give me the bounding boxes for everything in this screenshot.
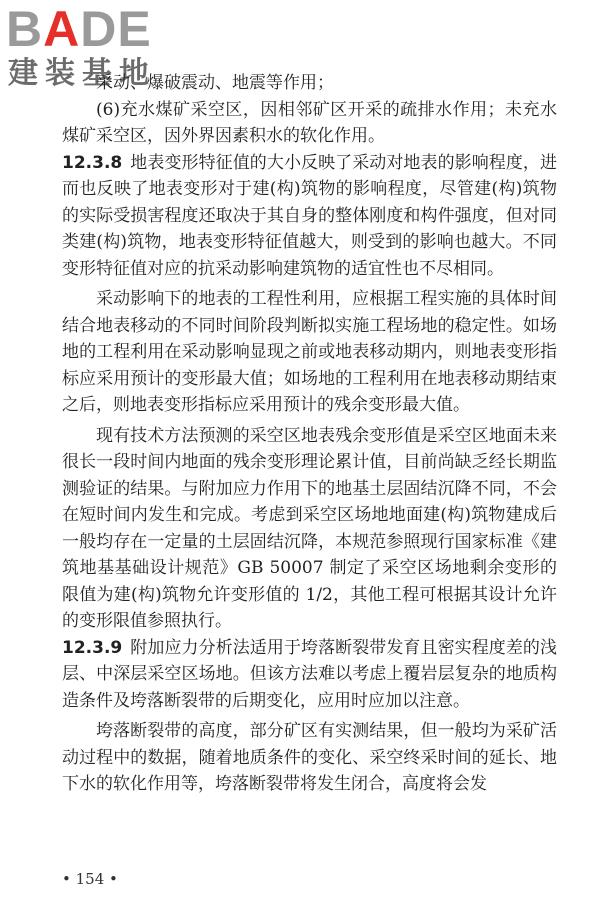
logo-letters-de: DE — [80, 1, 152, 57]
section-number: 12.3.8 — [62, 152, 123, 173]
logo-letter-b: B — [6, 1, 44, 57]
page-body — [62, 70, 557, 798]
page-number: • 154 • — [62, 870, 118, 888]
paragraph: 现有技术方法预测的采空区地表残余变形值是采空区地面未来很长一段时间内地面的残余变形理论累计值，目前尚缺乏经长期监测验证的结果。与附加应力作用下的地基土层固结沉降不同，不会在短时间内发生和完成。考虑到采空区场地地面建(构)筑物建成后一般均存在一定量的土层固结沉降，本规范参照现行国家标准《建筑地基基础设计规范》GB 50007 制定了采空区场地剩余变形的限值为建(构)筑物允许变形值的 1/2，其他工程可根据其设计允许的变形限值参照执行。 — [62, 425, 557, 631]
paragraph: 垮落断裂带的高度，部分矿区有实测结果，但一般均为采矿活动过程中的数据，随着地质条件的变化、采空终采时间的延长、地下水的软化作用等，垮落断裂带将发生闭合，高度将会发 — [62, 721, 557, 794]
section-text: 附加应力分析法适用于垮落断裂带发育且密实程度差的浅层、中深层采空区场地。但该方法难以考虑上覆岩层复杂的地质构造条件及垮落断裂带的后期变化，应用时应加以注意。 — [62, 637, 557, 711]
section-text: 地表变形特征值的大小反映了采动对地表的影响程度，进而也反映了地表变形对于建(构)筑物的影响程度，尽管建(构)筑物的实际受损害程度还取决于其自身的整体刚度和构件强度，但对同类建(构)筑物，地表变形特征值越大，则受到的影响也越大。不同变形特征值对应的抗采动影响建筑物的适宜性也不尽相同。 — [62, 152, 557, 279]
logo-subtitle: 建装基地 — [8, 56, 156, 91]
logo-wordmark — [6, 1, 152, 57]
logo-letter-a: A — [43, 1, 81, 57]
paragraph: 采动影响下的地表的工程性利用，应根据工程实施的具体时间结合地表移动的不同时间阶段判断拟实施工程场地的稳定性。如场地的工程利用在采动影响显现之前或地表移动期内，则地表变形指标应采用预计的变形最大值；如场地的工程利用在地表移动期结束之后，则地表变形指标应采用预计的残余变形最大值。 — [62, 289, 557, 415]
paragraph: (6)充水煤矿采空区，因相邻矿区开采的疏排水作用；未充水煤矿采空区，因外界因素积水的软化作用。 — [62, 99, 557, 146]
section-12-3-8 — [62, 150, 557, 283]
section-number: 12.3.9 — [62, 637, 123, 658]
section-12-3-9 — [62, 635, 557, 715]
continued-text: 采动、爆破震动、地震等作用； — [96, 73, 334, 93]
